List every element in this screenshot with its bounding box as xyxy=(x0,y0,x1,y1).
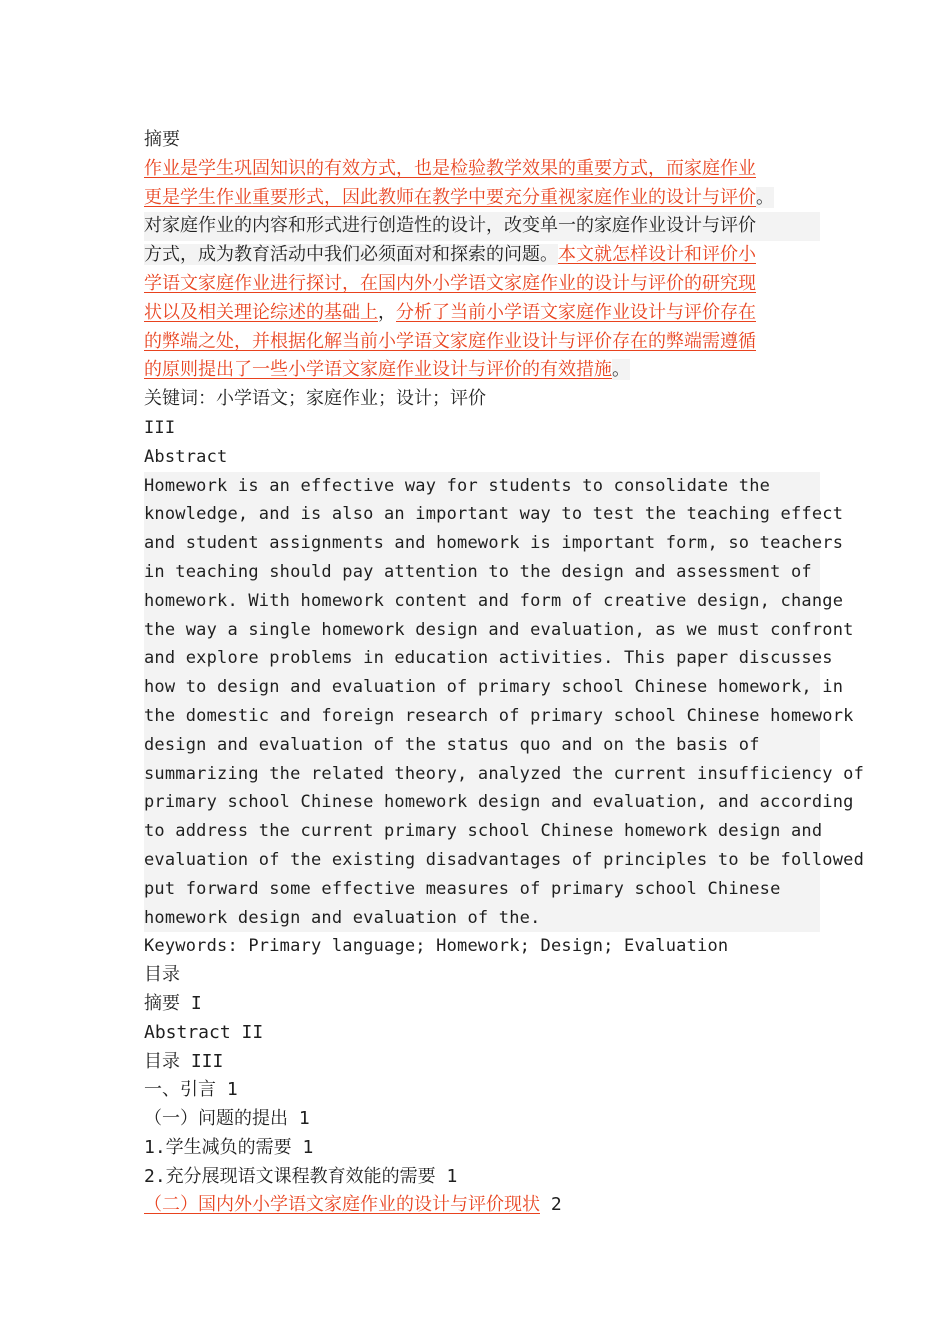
en-abstract-line: how to design and evaluation of primary school Chinese homework, in xyxy=(144,673,820,702)
highlighted-text: 的弊端之处，并根据化解当前小学语文家庭作业设计与评价存在的弊端需遵循 xyxy=(144,330,756,352)
zh-abstract-line: 对家庭作业的内容和形式进行创造性的设计，改变单一的家庭作业设计与评价 xyxy=(144,212,820,241)
en-abstract-line: the domestic and foreign research of primary school Chinese homework xyxy=(144,702,820,731)
toc-item: 目录 III xyxy=(144,1050,224,1072)
en-abstract-line: in teaching should pay attention to the design and assessment of xyxy=(144,558,820,587)
highlighted-text: 状以及相关理论综述的基础上 xyxy=(144,301,378,323)
zh-abstract-line: 状以及相关理论综述的基础上，分析了当前小学语文家庭作业设计与评价存在 xyxy=(144,301,756,323)
zh-keywords: 关键词：小学语文；家庭作业；设计；评价 xyxy=(144,388,486,410)
zh-abstract-heading: 摘要 xyxy=(144,129,180,150)
document-content xyxy=(144,126,865,1220)
toc-item: （二）国内外小学语文家庭作业的设计与评价现状 2 xyxy=(144,1194,562,1216)
toc-item: 摘要 I xyxy=(144,992,202,1014)
en-abstract-line: to address the current primary school Chinese homework design and xyxy=(144,817,820,846)
en-abstract-line: and explore problems in education activities. This paper discusses xyxy=(144,644,820,673)
en-keywords: Keywords: Primary language; Homework; Design; Evaluation xyxy=(144,936,729,957)
highlighted-text: 学语文家庭作业进行探讨，在国内外小学语文家庭作业的设计与评价的研究现 xyxy=(144,272,756,294)
toc-heading: 目录 xyxy=(144,964,180,986)
highlighted-text: 本文就怎样设计和评价小 xyxy=(558,244,756,266)
highlighted-text: 更是学生作业重要形式，因此教师在教学中要充分重视家庭作业的设计与评价 xyxy=(144,186,756,208)
zh-abstract-line xyxy=(144,270,820,299)
en-abstract-line: Homework is an effective way for students to consolidate the xyxy=(144,472,820,501)
toc-item: （一）问题的提出 1 xyxy=(144,1108,310,1130)
en-abstract-line: knowledge, and is also an important way to test the teaching effect xyxy=(144,500,820,529)
highlighted-text: 分析了当前小学语文家庭作业设计与评价存在 xyxy=(396,301,756,323)
toc-item: 一、引言 1 xyxy=(144,1079,238,1101)
en-abstract-line: primary school Chinese homework design and evaluation, and according xyxy=(144,788,820,817)
en-abstract-line: put forward some effective measures of primary school Chinese xyxy=(144,875,820,904)
toc-item: 1.学生减负的需要 1 xyxy=(144,1136,314,1158)
toc-item: 2.充分展现语文课程教育效能的需要 1 xyxy=(144,1165,458,1187)
en-abstract-heading: Abstract xyxy=(144,446,228,467)
highlighted-text: 作业是学生巩固知识的有效方式，也是检验教学效果的重要方式，而家庭作业 xyxy=(144,157,756,179)
zh-abstract-line: 的原则提出了一些小学语文家庭作业设计与评价的有效措施。 xyxy=(144,359,630,381)
toc-item: Abstract II xyxy=(144,1021,264,1043)
en-abstract-line: design and evaluation of the status quo and on the basis of xyxy=(144,731,820,760)
en-abstract-line: summarizing the related theory, analyzed the current insufficiency of xyxy=(144,760,820,789)
en-abstract-line: homework. With homework content and form of creative design, change xyxy=(144,587,820,616)
zh-abstract-line: 方式，成为教育活动中我们必须面对和探索的问题。本文就怎样设计和评价小 xyxy=(144,244,756,266)
zh-abstract-line xyxy=(144,155,820,184)
highlighted-text: 的原则提出了一些小学语文家庭作业设计与评价的有效措施 xyxy=(144,359,612,381)
zh-abstract-line: 更是学生作业重要形式，因此教师在教学中要充分重视家庭作业的设计与评价。 xyxy=(144,186,774,208)
en-abstract-line: and student assignments and homework is important form, so teachers xyxy=(144,529,820,558)
zh-abstract-line xyxy=(144,328,820,357)
en-abstract-line: the way a single homework design and evaluation, as we must confront xyxy=(144,616,820,645)
en-abstract-line: homework design and evaluation of the. xyxy=(144,904,820,933)
page-number: III xyxy=(144,417,176,438)
toc-link[interactable]: （二）国内外小学语文家庭作业的设计与评价现状 xyxy=(144,1194,540,1216)
en-abstract-line: evaluation of the existing disadvantages of principles to be followed xyxy=(144,846,820,875)
